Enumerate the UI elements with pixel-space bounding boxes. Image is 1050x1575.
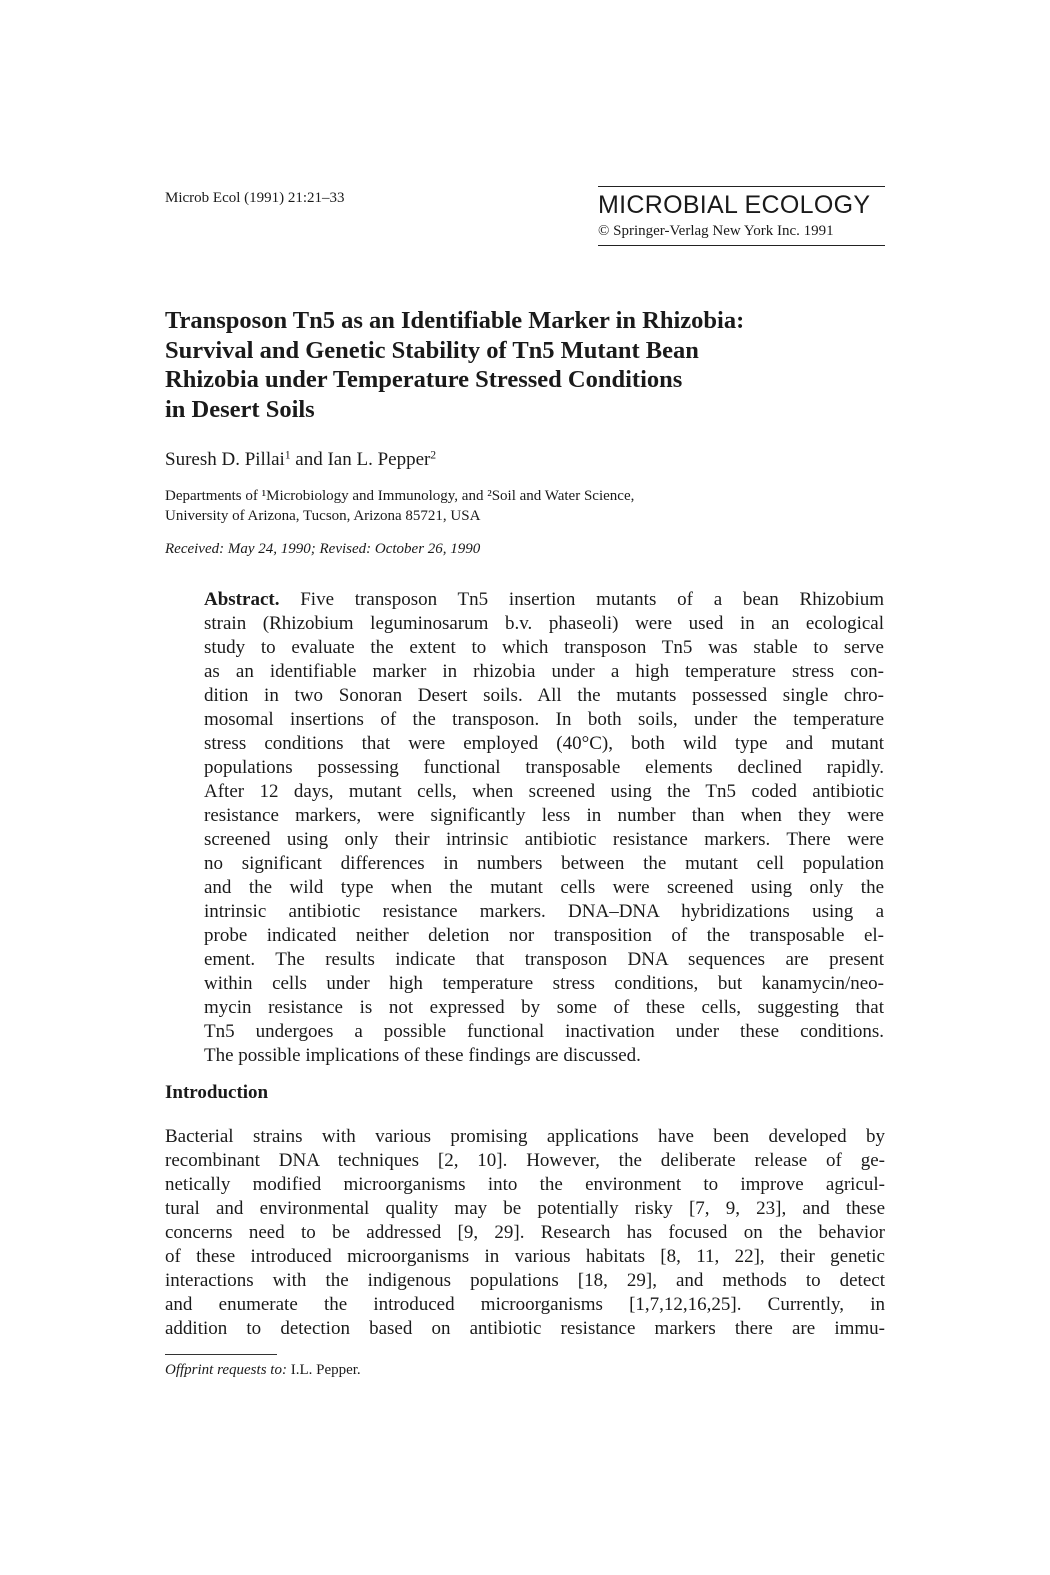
abstract-line: resistance markers, were significantly less in number than when they were [204,805,884,826]
author-list [165,449,436,471]
author-separator: and [290,449,328,470]
abstract-line: mycin resistance is not expressed by some of these cells, suggesting that [204,997,884,1018]
abstract [204,588,884,1068]
article-title [165,306,865,424]
abstract-line: probe indicated neither deletion nor transposition of the transposable el- [204,925,884,946]
abstract-line-text: Five transposon Tn5 insertion mutants of a bean Rhizobium [279,589,884,610]
abstract-line: mosomal insertions of the transposon. In both soils, under the temperature [204,709,884,730]
copyright-notice: © Springer-Verlag New York Inc. 1991 [598,223,834,239]
abstract-line: as an identifiable marker in rhizobia under a high temperature stress con- [204,661,884,682]
abstract-line: Tn5 undergoes a possible functional inactivation under these conditions. [204,1021,884,1042]
journal-name: MICROBIAL ECOLOGY [598,191,871,219]
body-line: and enumerate the introduced microorganisms [1,7,12,16,25]. Currently, in [165,1294,885,1315]
title-line: Rhizobia under Temperature Stressed Conditions [165,366,683,393]
journal-citation: Microb Ecol (1991) 21:21–33 [165,190,345,206]
abstract-line: strain (Rhizobium leguminosarum b.v. phaseoli) were used in an ecological [204,613,884,634]
abstract-line [204,588,884,612]
abstract-line: The possible implications of these findings are discussed. [204,1045,641,1066]
author-name: Ian L. Pepper [327,449,431,470]
title-line: Survival and Genetic Stability of Tn5 Mutant Bean [165,336,699,364]
footnote-text: I.L. Pepper. [286,1362,361,1378]
author-name: Suresh D. Pillai [165,449,285,470]
body-line: concerns need to be addressed [9, 29]. Research has focused on the behavior [165,1222,885,1243]
abstract-line: ement. The results indicate that transposon DNA sequences are present [204,949,884,970]
body-line: addition to detection based on antibiotic resistance markers there are immu- [165,1318,885,1339]
abstract-line: and the wild type when the mutant cells were screened using only the [204,877,884,898]
abstract-line: study to evaluate the extent to which transposon Tn5 was stable to serve [204,637,884,658]
abstract-line: within cells under high temperature stress conditions, but kanamycin/neo- [204,973,884,994]
abstract-line: no significant differences in numbers between the mutant cell population [204,853,884,874]
section-heading: Introduction [165,1082,269,1103]
affiliations [165,486,634,526]
body-line: netically modified microorganisms into the environment to improve agricul- [165,1174,885,1195]
body-line: of these introduced microorganisms in various habitats [8, 11, 22], their genetic [165,1246,885,1267]
footnote-label: Offprint requests to: [165,1362,287,1378]
affiliation-marker: 2 [430,449,437,462]
body-line: Bacterial strains with various promising applications have been developed by [165,1126,885,1147]
body-line: interactions with the indigenous populations [18, 29], and methods to detect [165,1270,885,1291]
body-line: recombinant DNA techniques [2, 10]. However, the deliberate release of ge- [165,1150,885,1171]
journal-masthead [598,186,885,246]
offprint-footnote [165,1362,361,1379]
body-line: tural and environmental quality may be potentially risky [7, 9, 23], and these [165,1198,885,1219]
abstract-line: dition in two Sonoran Desert soils. All the mutants possessed single chro- [204,685,884,706]
abstract-line: intrinsic antibiotic resistance markers. DNA–DNA hybridizations using a [204,901,884,922]
title-line: Transposon Tn5 as an Identifiable Marker in Rhizobia: [165,307,745,334]
abstract-line: populations possessing functional transposable elements declined rapidly. [204,757,884,778]
abstract-line: stress conditions that were employed (40°C), both wild type and mutant [204,733,884,754]
affiliation-marker: 1 [284,449,291,462]
title-line: in Desert Soils [165,395,315,423]
abstract-line: screened using only their intrinsic antibiotic resistance markers. There were [204,829,884,850]
introduction-body [165,1125,885,1341]
affiliation-line: University of Arizona, Tucson, Arizona 85721, USA [165,508,481,524]
abstract-line: After 12 days, mutant cells, when screened using the Tn5 coded antibiotic [204,781,884,802]
received-dates: Received: May 24, 1990; Revised: October 26, 1990 [165,541,481,557]
abstract-label: Abstract. [204,589,280,610]
affiliation-line: Departments of ¹Microbiology and Immunology, and ²Soil and Water Science, [165,488,635,504]
footnote-divider [165,1354,277,1355]
